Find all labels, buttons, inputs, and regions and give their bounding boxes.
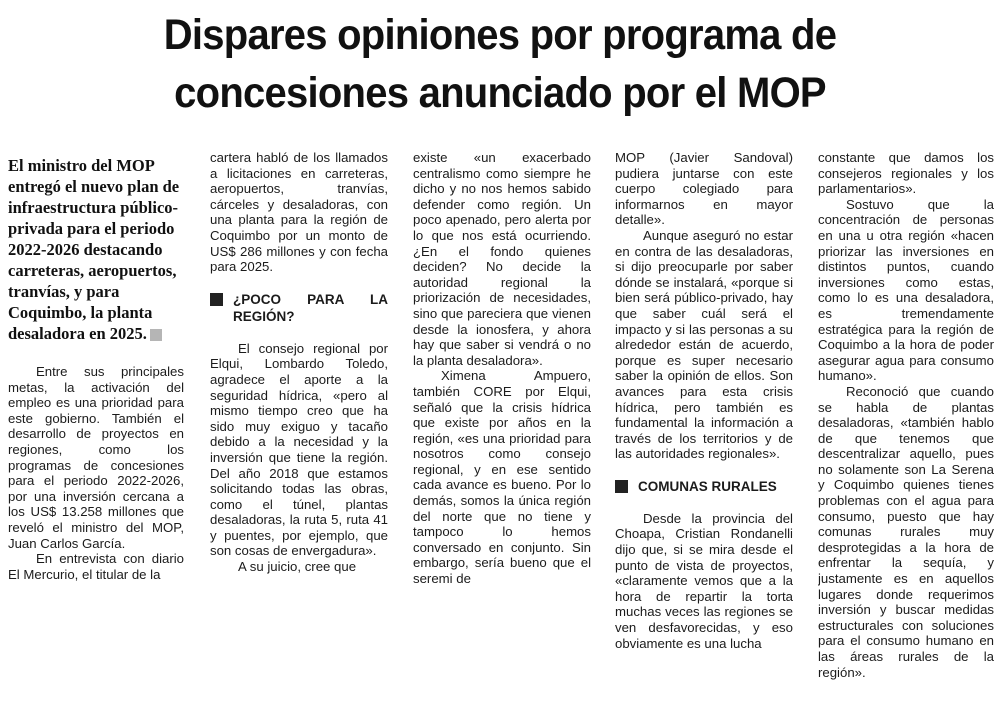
subhead-text: COMUNAS RURALES xyxy=(638,478,777,494)
body-paragraph: Desde la provincia del Choapa, Cristian Rondanelli dijo que, si se mira desde el punto de vista de proyectos, «claramente vemos que a la hora de repartir la torta muchas veces las regiones se ven desfavorecidas, y eso obviamente es una lucha xyxy=(615,510,793,651)
lead-text: El ministro del MOP entregó el nuevo plan de infraestructura público-privada para el periodo 2022-2026 destacando carreteras, aeropuertos, tranvías, y para Coquimbo, la planta desaladora en 2025. xyxy=(8,156,180,343)
body-paragraph: MOP (Javier Sandoval) pudiera juntarse con este cuerpo colegiado para informarnos en mayor detalle». xyxy=(615,150,793,228)
lead-paragraph xyxy=(8,155,184,344)
body-paragraph: A su juicio, cree que xyxy=(238,559,357,575)
column-5 xyxy=(818,150,994,710)
section-subhead xyxy=(615,478,793,495)
column-2 xyxy=(210,150,388,710)
square-bullet-icon xyxy=(615,480,628,493)
body-paragraph: En entrevista con diario El Mercurio, el titular de la xyxy=(8,551,184,582)
body-paragraph: Aunque aseguró no estar en contra de las desaladoras, si dijo preocuparle por saber dónde se instalará, «porque si bien será público-privado, hay que saber cuál será el impacto y si las personas a su alrededor están de acuerdo, porque es super necesario saber la opinión de ellos. Son avances para esta crisis hídrica, pero también es fundamental la información a través de los territorios y de las autoridades regionales». xyxy=(615,227,793,462)
section-subhead xyxy=(210,291,388,325)
end-mark-icon xyxy=(150,329,162,341)
column-3 xyxy=(413,150,591,710)
headline-line-2: concesiones anunciado por el MOP xyxy=(174,69,826,117)
body-paragraph: Ximena Ampuero, también CORE por Elqui, señaló que la crisis hídrica que existe por años en la región, «es una prioridad para nosotros como consejo regional, y en ese sentido cada avance es bueno. Por lo demás, somos la única región del norte que no tiene y tampoco lo hemos conversado en conjunto. Sin embargo, sería bueno que el seremi de xyxy=(413,368,591,587)
body-paragraph: Sostuvo que la concentración de personas en una u otra región «hacen priorizar las inversiones en distintos puntos, cuando inversiones como estas, como lo es una desaladora, es tremendamente estratégica para la región de Coquimbo a la hora de poder asegurar agua para consumo humano». xyxy=(818,196,994,384)
headline-line-1: Dispares opiniones por programa de xyxy=(163,11,837,59)
body-paragraph: cartera habló de los llamados a licitaciones en carreteras, aeropuertos, tranvías, cárceles y desaladoras, con una planta para la región de Coquimbo por un monto de US$ 286 millones y con fecha para 2025. xyxy=(210,150,388,275)
body-paragraph: Entre sus principales metas, la activación del empleo es una prioridad para este gobierno. También el desarrollo de proyectos en regiones, como los programas de concesiones para el periodo 2022-2026, por una inversión cercana a los US$ 13.258 millones que reveló el ministro del MOP, Juan Carlos García. xyxy=(8,364,184,551)
square-bullet-icon xyxy=(210,293,223,306)
body-paragraph: existe «un exacerbado centralismo como siempre he dicho y no nos hemos sabido defender como región. Un poco apenado, pero alerta por lo que nos está ocurriendo. ¿En el fondo quienes deciden? No decide la autoridad regional la priorización de necesidades, sino que pareciera que vienen desde la ionosfera, y ahora hay que saber si vendrá o no la planta desaladora». xyxy=(413,150,591,368)
body-paragraph: El consejo regional por Elqui, Lombardo Toledo, agradece el aporte a la seguridad hídrica, «pero al mismo tiempo creo que ha sido muy exiguo y tacaño debido a la necesidad y la inversión que tiene la región. Del año 2018 que estamos solicitando todas las obras, como el túnel, plantas desaladoras, la ruta 5, ruta 41 y puentes, por ejemplo, que son cosas de envergadura». xyxy=(210,340,388,559)
column-4 xyxy=(615,150,793,710)
body-paragraph: constante que damos los consejeros regionales y los parlamentarios». xyxy=(818,150,994,197)
headline xyxy=(35,6,965,122)
body-paragraph: Reconoció que cuando se habla de plantas desaladoras, «también hablo de que tenemos que descentralizar aquello, pues no solamente son La Serena y Coquimbo quienes tienes problemas con el agua para consumo, puesto que hay comunas rurales muy desprotegidas a la hora de enfrentar la sequía, y justamente es en aquellos lugares donde requerimos inversión y buscar medidas estructurales con soluciones para el consumo humano en las áreas rurales de la región». xyxy=(818,383,994,680)
column-1 xyxy=(8,150,184,710)
subhead-text: ¿POCO PARA LA REGIÓN? xyxy=(233,291,388,324)
